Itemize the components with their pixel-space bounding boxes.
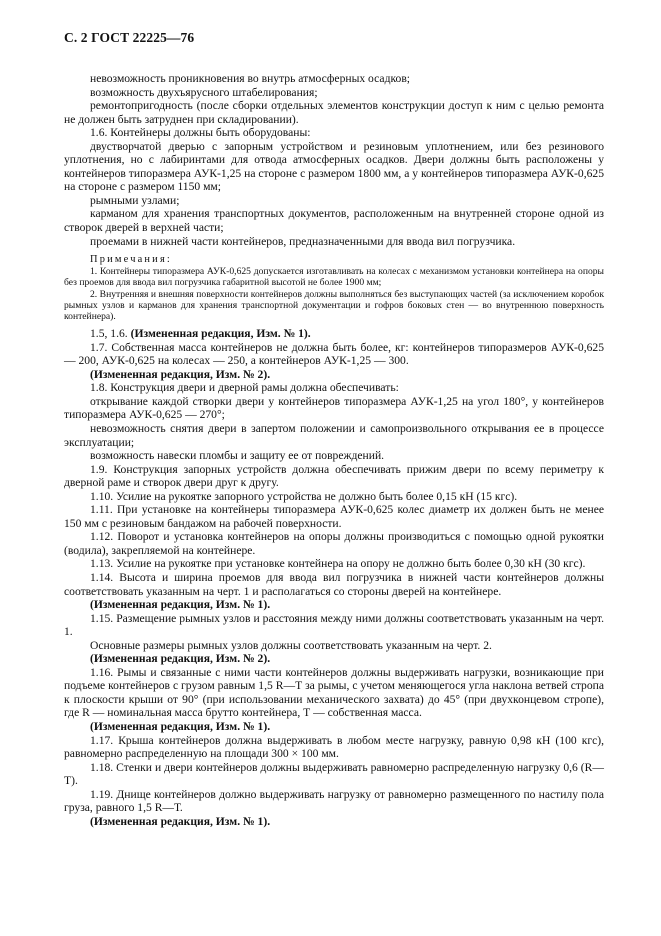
paragraph: двустворчатой дверью с запорным устройством и резиновым уплотнением, или без резинового уплотнения, но с лабиринтами для отвода атмосферных осадков. Двери должны быть расположены у контейнеров типоразмера АУК-1,25 на стороне с размером 1800 мм, а у контейнеров типоразмера АУК-0,625 на стороне с размером 1150 мм; — [64, 139, 604, 194]
paragraph: 1.15. Размещение рымных узлов и расстояния между ними должны соответствовать указанным на черт. 1. — [64, 611, 604, 639]
paragraph: 1.9. Конструкция запорных устройств должна обеспечивать прижим двери по всему периметру к дверной раме и створок двери друг к другу. — [64, 462, 604, 490]
amendment-note: (Измененная редакция, Изм. № 1). — [130, 327, 311, 341]
paragraph: 1.18. Стенки и двери контейнеров должны выдерживать равномерно распределенную нагрузку 0,6 (R—Т). — [64, 760, 604, 788]
paragraph: 1.19. Днище контейнеров должно выдерживать нагрузку от равномерно размещенного по настилу пола груза, равного 1,5 R—Т. — [64, 787, 604, 815]
page-header: С. 2 ГОСТ 22225—76 — [64, 30, 195, 45]
paragraph: ремонтопригодность (после сборки отдельных элементов конструкции доступ к ним с целью ремонта не должен быть затруднен при складировании). — [64, 99, 604, 126]
amendment-note: (Измененная редакция, Изм. № 1). — [90, 814, 271, 828]
paragraph: 1.17. Крыша контейнеров должна выдерживать в любом месте нагрузку, равную 0,98 кН (100 кгс), равномерно распределенную на площади 300 × 100 мм. — [64, 733, 604, 761]
paragraph: 1.6. Контейнеры должны быть оборудованы: — [90, 126, 311, 140]
amendment-note: (Измененная редакция, Изм. № 2). — [90, 652, 271, 666]
amendment-note: (Измененная редакция, Изм. № 1). — [90, 719, 271, 733]
paragraph: 1.10. Усилие на рукоятке запорного устройства не должно быть более 0,15 кН (15 кгс). — [90, 489, 518, 503]
paragraph: 1.16. Рымы и связанные с ними части контейнеров должны выдерживать нагрузки, возникающие при подъеме контейнеров с грузом равным 1,5 R—Т за рымы, с учетом меняющегося угла наклона ветвей стропа к плоскости крыши от 90° (при использовании механического захвата) до 45° (при двухконцевом стропе), где R — номинальная масса брутто контейнера, Т — собственная масса. — [64, 665, 604, 720]
amendment-line — [64, 327, 604, 341]
paragraph: 1.13. Усилие на рукоятке при установке контейнера на опору не должно быть более 0,30 кН (30 кгс). — [90, 557, 586, 571]
paragraph: проемами в нижней части контейнеров, предназначенными для ввода вил погрузчика. — [90, 234, 516, 248]
amendment-note: (Измененная редакция, Изм. № 2). — [90, 367, 271, 381]
amendment-clauses: 1.5, 1.6. — [90, 327, 128, 341]
note: 2. Внутренняя и внешняя поверхности контейнеров должны выполняться без выступающих частей (за исключением коробок рымных узлов и карманов для хранения транспортной документации и гофров боковых стен — во внутреннюю поверхность контейнера). — [64, 288, 604, 322]
document-page — [64, 30, 604, 828]
paragraph: Основные размеры рымных узлов должны соответствовать указанным на черт. 2. — [90, 638, 492, 652]
paragraph: карманом для хранения транспортных документов, расположенным на внутренней стороне одной из створок дверей в верхней части; — [64, 207, 604, 235]
paragraph: открывание каждой створки двери у контейнеров типоразмера АУК-1,25 на угол 180°, у контейнеров типоразмера АУК-0,625 — 270°; — [64, 394, 604, 422]
paragraph: 1.7. Собственная масса контейнеров не должна быть более, кг: контейнеров типоразмеров АУК-0,625 — 200, АУК-0,625 на колесах — 250, а контейнеров АУК-1,25 — 300. — [64, 340, 604, 368]
paragraph: невозможность проникновения во внутрь атмосферных осадков; — [90, 72, 411, 85]
paragraph: 1.11. При установке на контейнеры типоразмера АУК-0,625 колес диаметр их должен быть не менее 150 мм с резиновым бандажом на рабочей поверхности. — [64, 503, 604, 530]
paragraph: 1.8. Конструкция двери и дверной рамы должна обеспечивать: — [90, 381, 399, 395]
note: 1. Контейнеры типоразмера АУК-0,625 допускается изготавливать на колесах с механизмом установки контейнера на опоры без проемов для ввода вил погрузчика габаритной высотой не более 1900 мм; — [64, 266, 604, 289]
paragraph: 1.14. Высота и ширина проемов для ввода вил погрузчика в нижней части контейнеров должны соответствовать указанным на черт. 1 и располагаться со стороны дверей на контейнере. — [64, 570, 604, 598]
paragraph: возможность навески пломбы и защиту ее от повреждений. — [90, 449, 385, 463]
amendment-note: (Измененная редакция, Изм. № 1). — [90, 598, 271, 612]
notes-title: Примечания: — [90, 254, 173, 266]
document-body — [64, 72, 604, 828]
paragraph: 1.12. Поворот и установка контейнеров на опоры должны производиться с помощью одной рукоятки (водила), закрепляемой на контейнере. — [64, 530, 604, 557]
paragraph: невозможность снятия двери в запертом положении и самопроизвольного открывания ее в процессе эксплуатации; — [64, 421, 604, 449]
paragraph: возможность двухъярусного штабелирования; — [90, 85, 318, 99]
paragraph: рымными узлами; — [90, 193, 180, 207]
